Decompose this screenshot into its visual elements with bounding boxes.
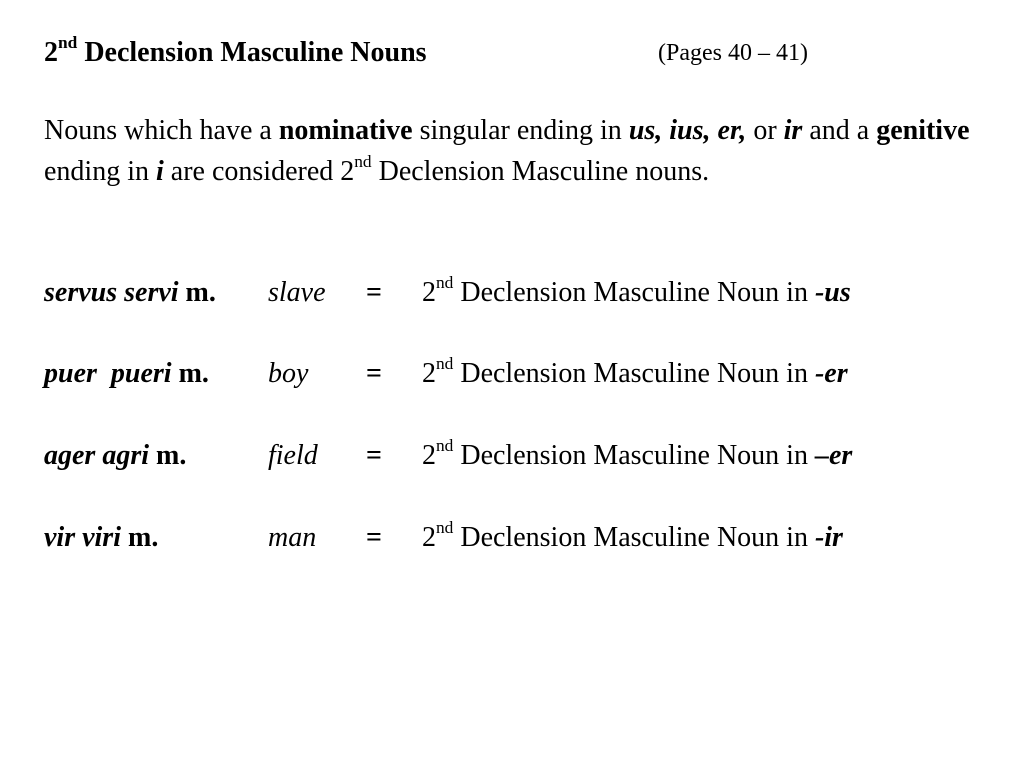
- noun-forms: [44, 436, 186, 476]
- noun-meaning: boy: [268, 358, 309, 389]
- intro-text-6: are considered 2: [163, 156, 355, 187]
- noun-gender: m.: [178, 277, 216, 308]
- desc-ordinal-suffix: nd: [436, 273, 454, 293]
- desc-ordinal-suffix: nd: [436, 518, 454, 538]
- desc-text: Declension Masculine Noun in: [453, 358, 815, 389]
- intro-text-7: Declension Masculine nouns.: [371, 156, 710, 187]
- term-genitive: genitive: [876, 115, 970, 146]
- noun-forms: [44, 354, 209, 394]
- noun-forms: [44, 518, 158, 558]
- noun-row-ager: [0, 436, 1024, 476]
- nominative-endings: us, ius, er,: [628, 115, 747, 146]
- intro-text-5: ending in: [44, 156, 156, 187]
- noun-gender: m.: [171, 358, 209, 389]
- noun-description: [422, 273, 851, 313]
- noun-row-vir: [0, 518, 1024, 558]
- desc-ordinal-suffix: nd: [436, 436, 454, 456]
- intro-text-2: singular ending in: [412, 115, 629, 146]
- noun-row-puer: [0, 354, 1024, 394]
- equals-sign: =: [366, 440, 382, 471]
- noun-description: [422, 354, 848, 394]
- noun-meaning: field: [268, 440, 318, 471]
- noun-principal-parts: vir viri: [44, 522, 121, 553]
- term-nominative: nominative: [278, 115, 413, 146]
- noun-meaning: slave: [268, 277, 326, 308]
- noun-principal-parts: servus servi: [44, 277, 179, 308]
- desc-text: Declension Masculine Noun in: [453, 277, 815, 308]
- desc-number: 2: [422, 522, 436, 553]
- noun-gender: m.: [149, 440, 187, 471]
- desc-ending: -er: [814, 358, 848, 389]
- noun-row-servus: [0, 273, 1024, 313]
- desc-ending: -us: [814, 277, 851, 308]
- title-text: Declension Masculine Nouns: [77, 37, 427, 68]
- noun-principal-parts: puer pueri: [44, 358, 172, 389]
- title-ordinal-suffix: nd: [58, 33, 78, 53]
- genitive-ending-i: i: [156, 156, 164, 187]
- desc-ending: –er: [814, 440, 853, 471]
- desc-number: 2: [422, 358, 436, 389]
- equals-sign: =: [366, 277, 382, 308]
- noun-gender: m.: [121, 522, 159, 553]
- desc-text: Declension Masculine Noun in: [453, 440, 815, 471]
- desc-ending: -ir: [814, 522, 843, 553]
- title-number: 2: [44, 37, 58, 68]
- equals-sign: =: [366, 358, 382, 389]
- intro-text-4: and a: [802, 115, 877, 146]
- desc-ordinal-suffix: nd: [436, 354, 454, 374]
- noun-forms: [44, 273, 216, 313]
- page-reference: (Pages 40 – 41): [658, 40, 808, 66]
- desc-number: 2: [422, 277, 436, 308]
- equals-sign: =: [366, 522, 382, 553]
- noun-description: [422, 436, 852, 476]
- desc-text: Declension Masculine Noun in: [453, 522, 815, 553]
- noun-principal-parts: ager agri: [44, 440, 149, 471]
- title-heading: [44, 33, 427, 68]
- desc-number: 2: [422, 440, 436, 471]
- slide-title: [44, 30, 984, 76]
- intro-text-3: or: [746, 115, 784, 146]
- intro-ordinal-suffix: nd: [354, 152, 372, 172]
- intro-text-1: Nouns which have a: [44, 115, 279, 146]
- noun-meaning: man: [268, 522, 317, 553]
- intro-paragraph: [44, 110, 984, 192]
- noun-description: [422, 518, 843, 558]
- ending-ir: ir: [783, 115, 803, 146]
